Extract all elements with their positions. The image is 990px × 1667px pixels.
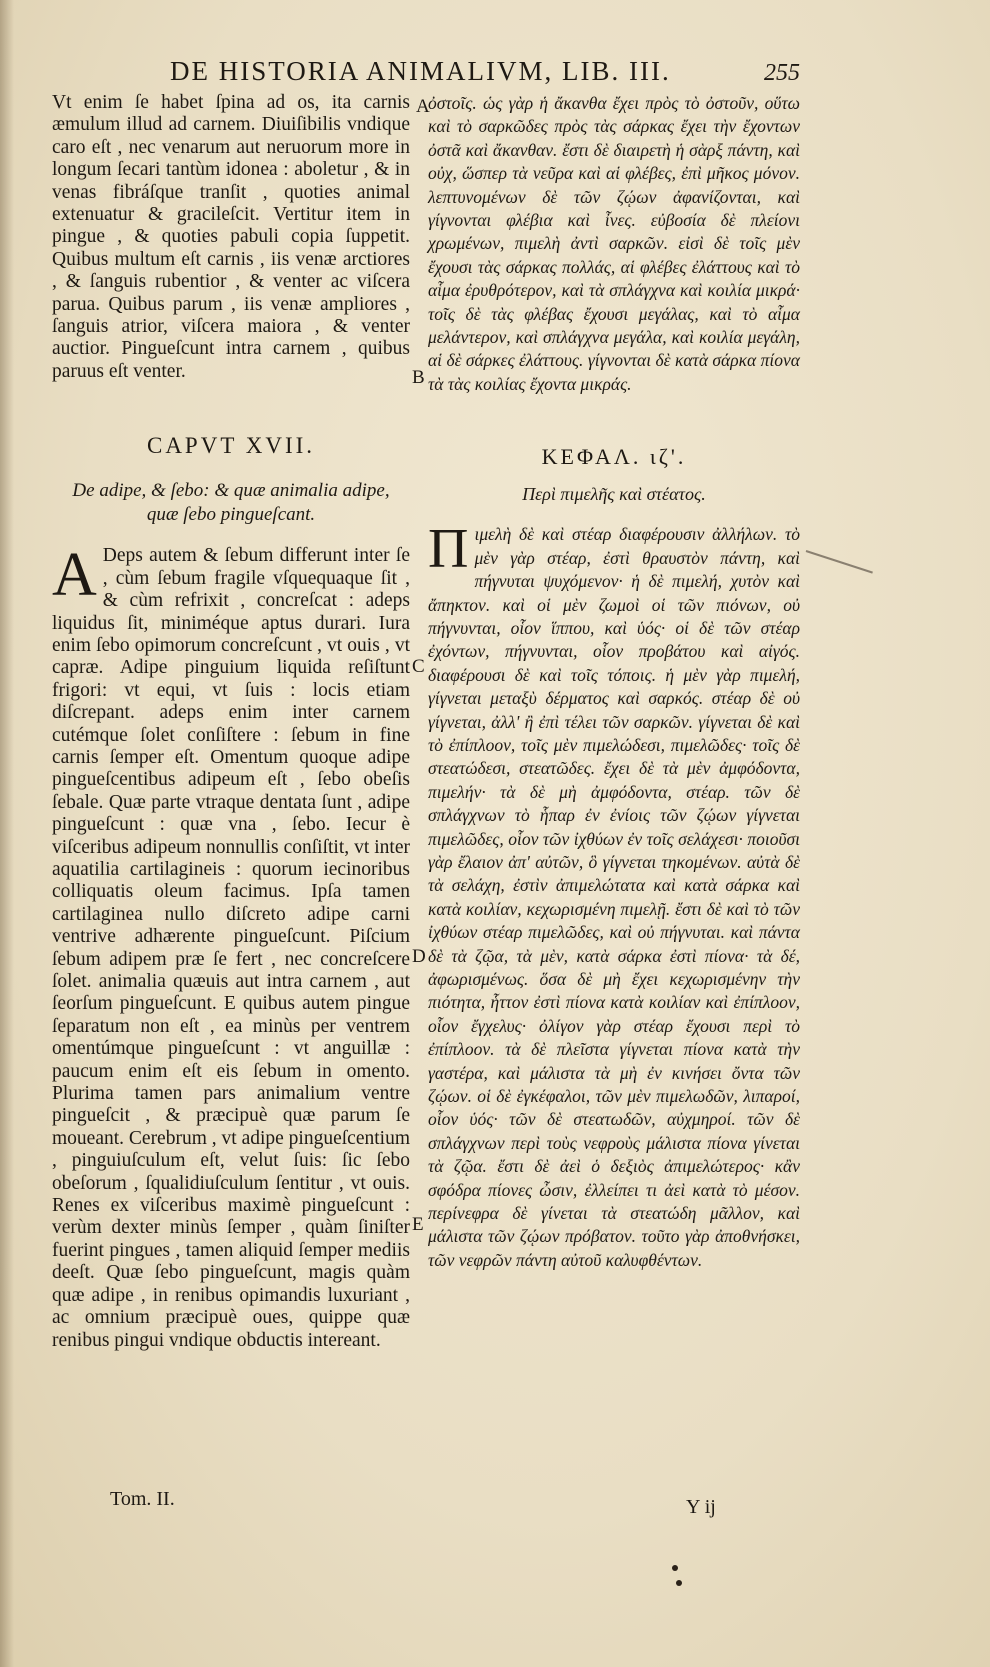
pencil-mark-decoration — [806, 550, 873, 574]
page-number: 255 — [764, 60, 800, 86]
binding-shadow — [0, 0, 14, 1667]
greek-chapter-heading: ΚΕΦΑΛ. ιζ'. — [541, 444, 687, 470]
latin-chapter-paragraph — [52, 541, 410, 1352]
margin-letter-d: D — [412, 946, 426, 967]
latin-chapter-subtitle: De adipe, & ſebo: & quæ animalia adipe, quæ ſebo pingueſcant. — [72, 480, 390, 526]
greek-chapter-text: ιμελὴ δὲ καὶ στέαρ διαφέρουσιν ἀλλήλων. τὸ μὲν γὰρ στέαρ, ἐστὶ θραυστὸν πάντη, καὶ πήγνυται ψυχόμενον· ἡ δὲ πιμελή, χυτὸν καὶ ἄπηκτον. καὶ οἱ μὲν ζωμοὶ οἱ τῶν πιόνων, οὐ πήγνυνται, οἷον ἵππου, καὶ ὑός· οἱ δὲ τῶν στέαρ ἐχόντων, πήγνυνται, οἷον προβάτου καὶ αἰγός. διαφέρουσι δὲ καὶ τοῖς τόποις. ἡ μὲν γὰρ πιμελή, γίγνεται μεταξὺ δέρματος καὶ σαρκός. στέαρ δὲ οὐ γίγνεται, ἀλλ' ἢ ἐπὶ τέλει τῶν σαρκῶν. γίγνεται δὲ καὶ τὸ ἐπίπλοον, τοῖς μὲν πιμελώδεσι, πιμελῶδες· τοῖς δὲ στεατώδεσι, στεατῶδες. ἔχει δὲ τὰ μὲν ἀμφόδοντα, πιμελήν· τὰ δὲ μὴ ἀμφόδοντα, στέαρ. τῶν δὲ σπλάγχνων τὸ ἧπαρ ἐν ἐνίοις τῶν ζῴων γίγνεται πιμελῶδες, οἷον τῶν ἰχθύων ἐν τοῖς σελάχεσι· ποιοῦσι γὰρ ἔλαιον ἀπ' αὐτῶν, ὃ γίγνεται τηκομένων. αὐτὰ δὲ τὰ σελάχη, ἐστὶν ἀπιμελώτατα καὶ κατὰ σάρκα καὶ κατὰ κοιλίαν, κεχωρισμένη πιμελῇ. ἔστι δὲ καὶ τὸ τῶν ἰχθύων στέαρ πιμελῶδες, καὶ οὐ πήγνυται. καὶ πάντα δὲ τὰ ζῷα, τὰ μὲν, κατὰ σάρκα ἐστὶ πίονα· τὰ δέ, ἀφωρισμένως. ὅσα δὲ μὴ ἔχει κεχωρισμένην τὴν πιότητα, ἧττον ἐστὶ πίονα κατὰ κοιλίαν καὶ ἐπίπλοον, οἷον ἔγχελυς· ὀλίγον γὰρ στέαρ ἔχουσι περὶ τὸ ἐπίπλοον. τὰ δὲ πλεῖστα γίγνεται πίονα κατὰ τὴν γαστέρα, καὶ μάλιστα τὰ μὴ ἐν κινήσει ὄντα τῶν ζῴων. οἱ δὲ ἐγκέφαλοι, τῶν μὲν πιμελωδῶν, λιπαροί, οἷον ὑός· τῶν δὲ στεατωδῶν, αὐχμηροί. τῶν δὲ σπλάγχνων περὶ τοὺς νεφροὺς μάλιστα πίονα γίνεται τὰ ζῷα. ἔστι δὲ ἀεὶ ὁ δεξιὸς ἀπιμελώτερος· κἂν σφόδρα πίονες ὦσιν, ἐλλείπει τι ἀεὶ κατὰ τὸ μέσον. περίνεφρα δὲ γίνεται τὰ στεατώδη μᾶλλον, καὶ μάλιστα τῶν ζῴων πρόβατον. τοῦτο γὰρ ἀποθνήσκει, τῶν νεφρῶν πάντη αὐτοῦ καλυφθέντων. — [428, 524, 800, 1270]
volume-footer: Tom. II. — [110, 1488, 175, 1510]
latin-intro-paragraph: Vt enim ſe habet ſpina ad os, ita carnis æmulum illud ad carnem. Diuiſibilis vndique caro eſt , nec venarum aut neruorum more in longum ſecari tantùm idonea : aboletur , & in venas fibráſque tranſit , quoties animal extenuatur & gracileſcit. Vertitur item in pingue , & quoties pabuli copia ſuppetit. Quibus multum eſt carnis , iis venæ arctiores , & ſanguis rubentior , & venter ac viſcera parua. Quibus parum , iis venæ ampliores , ſanguis atrior, viſcera maiora , & venter auctior. Pingueſcunt intra carnem , quibus paruus eſt venter. — [52, 92, 410, 382]
greek-chapter-paragraph — [428, 518, 800, 1272]
greek-dropcap: Π — [428, 518, 469, 581]
ink-dot — [676, 1580, 682, 1586]
latin-dropcap: A — [52, 541, 97, 610]
ink-dot — [672, 1565, 678, 1571]
latin-column — [52, 92, 410, 1352]
signature-mark: Y ij — [686, 1496, 716, 1518]
margin-letter-c: C — [412, 656, 425, 677]
greek-chapter-subtitle: Περὶ πιμελῆς καὶ στέατος. — [522, 484, 706, 505]
margin-letter-e: E — [412, 1214, 424, 1235]
greek-column — [428, 92, 800, 1272]
greek-intro-paragraph: ὀστοῖς. ὡς γὰρ ἡ ἄκανθα ἔχει πρὸς τὸ ὀστοῦν, οὕτω καὶ τὸ σαρκῶδες πρὸς τὰς σάρκας ἔχει τὴν ἔχοντων ὀστᾶ καὶ ἄκανθαν. ἔστι δὲ διαιρετὴ ἡ σὰρξ πάντη, καὶ οὐχ, ὥσπερ τὰ νεῦρα καὶ αἱ φλέβες, ἐπὶ μῆκος μόνον. λεπτυνομένων δὲ τῶν ζῴων ἀφανίζονται, καὶ γίγνονται φλέβια καὶ ἶνες. εὐβοσία δὲ πλείονι χρωμένων, πιμελὴ ἀντὶ σαρκῶν. εἰσὶ δὲ τοῖς μὲν ἔχουσι τὰς σάρκας πολλάς, αἱ φλέβες ἐλάττους καὶ τὸ αἷμα ἐρυθρότερον, καὶ τὰ σπλάγχνα καὶ κοιλία μικρά· τοῖς δὲ τὰς φλέβας ἔχουσι μεγάλας, καὶ τὸ αἷμα μελάντερον, καὶ σπλάγχνα μεγάλα, καὶ κοιλία μεγάλη, αἱ δὲ σάρκες ἐλάττους. γίγνονται δὲ κατὰ σάρκα πίονα τὰ τὰς κοιλίας ἔχοντα μικράς. — [428, 93, 800, 394]
latin-chapter-text: Deps autem & ſebum differunt inter ſe , cùm ſebum fragile vſquequaque ſit , & cùm refrixit , concreſcat : adeps liquidus ſit, miniméque aptus durari. Iura enim ſebo opimorum concreſcunt , vt ouis , vt capræ. Adipe pinguium liquida reſiſtunt frigori: vt equi, vt ſuis : locis etiam diſcrepant. adeps enim inter carnem cutémque ſolet conſiſtere : ſebum in fine carnis ſemper eſt. Omentum quoque adipe pingueſcentibus adipeum eſt , ſebo obeſis ſebale. Quæ parte vtraque dentata ſunt , adipe pingueſcunt : quæ vna , ſebo. Iecur è viſceribus adipeum nonnullis conſiſtit, vt inter aquatilia cartilagineis : quorum iecinoribus colliquatis oleum facimus. Ipſa tamen cartilaginea nullo diſcreto adipe carni ventrive adhærente pingueſcunt. Piſcium ſebum adipem præ ſe fert , nec concreſcere ſolet. animalia quæuis aut intra carnem , aut ſeorſum pingueſcunt. E quibus autem pingue ſeparatum non eſt , ea minùs per ventrem omentúmque pingueſcunt : vt anguillæ : paucum enim eſt eis ſebum in omento. Plurima tamen pars animalium ventre pingueſcit , & præcipuè quæ parum ſe moueant. Cerebrum , vt adipe pingueſcentium , pinguiuſculum eſt, velut ſuis: ſic ſebo obeſorum , ſqualidiuſculum ſentitur , vt ouis. Renes ex viſceribus maximè pingueſcunt : verùm dexter minùs ſemper , quàm ſiniſter fuerint pingues , tamen aliquid ſemper mediis deeſt. Quæ ſebo pingueſcunt, magis quàm quæ adipe , in renibus opimandis luxuriant , ac omnium præcipuè oues, quippe quæ renibus pingui vndique obductis intereant. — [52, 545, 410, 1351]
margin-letter-a: A — [416, 96, 430, 117]
running-title: DE HISTORIA ANIMALIVM, LIB. III. — [170, 56, 671, 86]
margin-letter-b: B — [412, 367, 425, 388]
latin-chapter-heading: CAPVT XVII. — [146, 433, 316, 459]
